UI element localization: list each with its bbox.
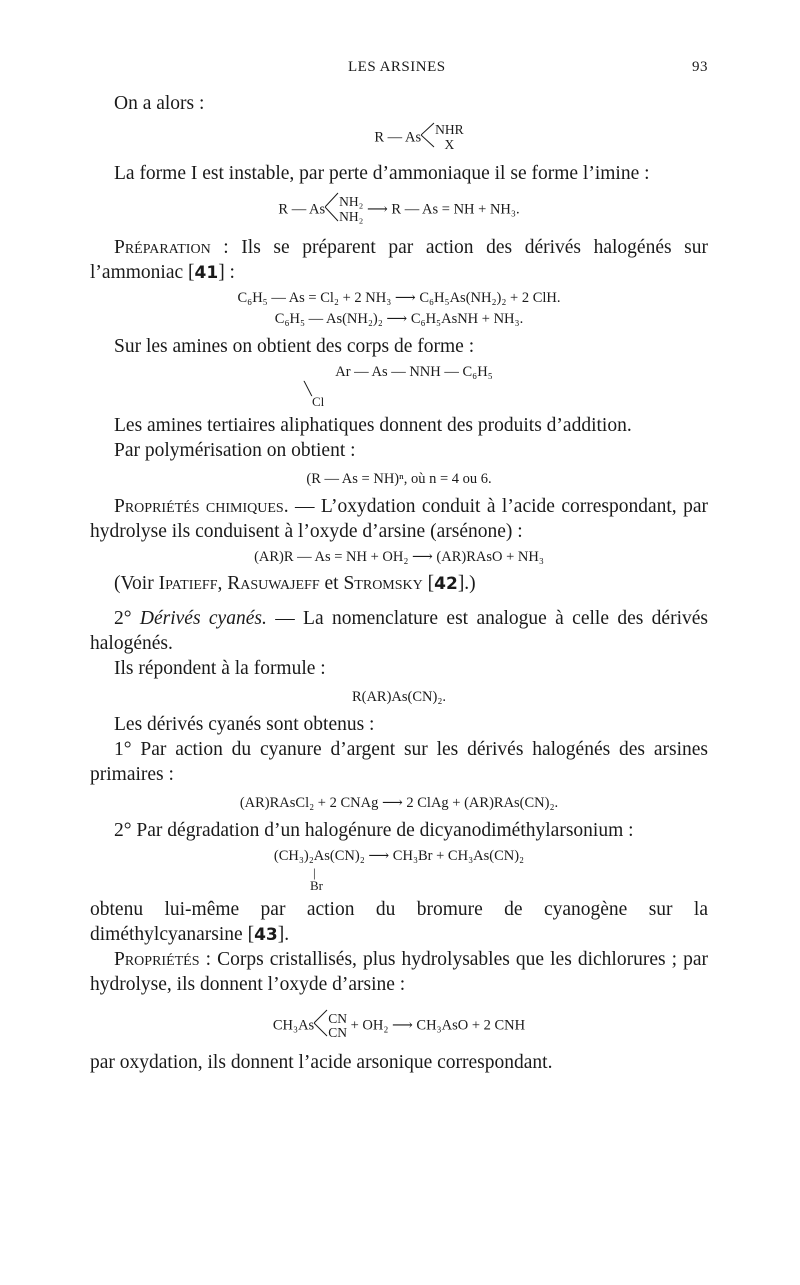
branch bbox=[328, 1012, 347, 1042]
paragraph-on-a-alors: On a alors : bbox=[114, 93, 205, 114]
heading-proprietes: Propriétés bbox=[114, 948, 200, 970]
paragraph-proprietes bbox=[90, 948, 708, 998]
paragraph-derives-cyanes bbox=[90, 607, 708, 657]
proprietes-text: : Corps cristallisés, plus hydrolysables que les dichlorures ; par hydrolyse, ils donnent l’oxyde d’arsine : bbox=[90, 948, 708, 995]
reference-43: 43 bbox=[254, 924, 278, 945]
section-number: 2° bbox=[114, 608, 140, 630]
sep: , bbox=[217, 573, 228, 595]
ref-bracket: [ bbox=[188, 261, 195, 283]
formula-dicyan: R(AR)As(CN)₂. bbox=[351, 689, 447, 706]
ref-bracket: ].) bbox=[457, 573, 476, 595]
formula-arsonium bbox=[90, 847, 708, 892]
formula-main: (CH₃)₂As(CN)₂ ⟶ CH₃Br + CH₃As(CN)₂ bbox=[273, 847, 525, 864]
paragraph-oxydation: par oxydation, ils donnent l’acide arsonique correspondant. bbox=[90, 1052, 553, 1074]
page-body bbox=[90, 92, 708, 1076]
formula-deamination: C₆H₅ — As(NH₂)₂ ⟶ C₆H₅AsNH + NH₃. bbox=[274, 311, 524, 328]
voir-prefix: (Voir bbox=[114, 573, 159, 595]
paragraph-method-2: 2° Par dégradation d’un halogénure de dicyanodiméthylarsonium : bbox=[114, 819, 634, 841]
formula-lower: X bbox=[444, 136, 455, 152]
formula-sub: Br bbox=[310, 877, 323, 893]
paragraph-obtenus: Les dérivés cyanés sont obtenus : bbox=[114, 714, 375, 736]
heading-preparation: Préparation bbox=[114, 236, 211, 258]
paragraph-obtenu bbox=[90, 898, 708, 948]
formula-left: CH₃As bbox=[272, 1017, 315, 1034]
formula-cyanure-argent: (AR)RAsCl₂ + 2 CNAg ⟶ 2 ClAg + (AR)RAs(CN)₂. bbox=[239, 795, 559, 811]
branch bbox=[339, 195, 363, 225]
formula-imine bbox=[90, 190, 708, 230]
author-ipatieff: Ipatieff bbox=[158, 573, 218, 595]
section-text: — La nomenclature est analogue à celle des dérivés halogénés. bbox=[90, 608, 708, 655]
formula-right: + OH₂ ⟶ CH₃AsO + 2 CNH bbox=[350, 1017, 526, 1034]
sep: et bbox=[319, 573, 344, 595]
formula-ammonolysis: C₆H₅ — As = Cl₂ + 2 NH₃ ⟶ C₆H₅As(NH₂)₂ + 2 ClH. bbox=[237, 289, 561, 306]
paragraph-method-1: 1° Par action du cyanure d’argent sur les dérivés halogénés des arsines primaires : bbox=[90, 739, 708, 786]
formula-upper: NH₂ bbox=[339, 193, 364, 209]
paragraph-preparation bbox=[90, 236, 708, 286]
ref-bracket: ]. bbox=[277, 923, 290, 945]
reference-41: 41 bbox=[194, 262, 219, 283]
ref-bracket: [ bbox=[247, 923, 255, 945]
paragraph-amines-tertiaires: Les amines tertiaires aliphatiques donnent des produits d’addition. bbox=[114, 414, 632, 436]
fork-symbol bbox=[421, 120, 435, 156]
author-rasuwajeff: Rasuwajeff bbox=[227, 573, 320, 595]
section-title-derives-cyanes: Dérivés cyanés. bbox=[139, 608, 267, 630]
formula-polymer: (R — As = NH)ⁿ, où n = 4 ou 6. bbox=[306, 470, 492, 487]
obtenu-text: obtenu lui-même par action du bromure de cyanogène sur la diméthylcyanarsine bbox=[90, 898, 708, 945]
paragraph-formule: Ils répondent à la formule : bbox=[114, 658, 326, 680]
formula-upper: CN bbox=[328, 1010, 347, 1026]
formula-left: R — As bbox=[374, 129, 422, 146]
fork-symbol bbox=[325, 190, 339, 230]
ref-bracket: ] : bbox=[218, 261, 235, 283]
fork-symbol bbox=[314, 1007, 328, 1045]
formula-sub: Cl bbox=[312, 393, 325, 409]
branch bbox=[435, 123, 464, 153]
formula-ch3as-hydrolysis bbox=[90, 1007, 708, 1045]
page-number: 93 bbox=[692, 59, 708, 75]
formula-lower: CN bbox=[328, 1025, 347, 1041]
formula-lower: NH₂ bbox=[339, 208, 364, 224]
formula-left: R — As bbox=[278, 201, 326, 217]
formula-hydrolysis: (AR)R — As = NH + OH₂ ⟶ (AR)RAsO + NH₃ bbox=[254, 548, 544, 565]
ref-bracket: [ bbox=[422, 573, 435, 595]
formula-nhr-x bbox=[130, 120, 708, 156]
formula-branch: ╲ Cl bbox=[304, 380, 325, 409]
paragraph-amines: Sur les amines on obtient des corps de forme : bbox=[114, 336, 475, 358]
formula-ar-as bbox=[90, 363, 708, 408]
formula-branch: | Br bbox=[310, 864, 323, 893]
formula-right: ⟶ R — As = NH + NH₃. bbox=[367, 201, 520, 217]
paragraph-polymerisation: Par polymérisation on obtient : bbox=[114, 439, 356, 461]
reference-42: 42 bbox=[434, 574, 458, 595]
formula-upper: NHR bbox=[435, 122, 464, 138]
formula-main: Ar — As — NNH — C₆H₅ bbox=[335, 364, 493, 381]
proprietes-text: — L’oxydation conduit à l’acide correspondant, par hydrolyse ils conduisent à l’oxyde d’arsine (arsénone) : bbox=[90, 495, 708, 542]
paragraph-proprietes-chimiques bbox=[90, 495, 708, 545]
paragraph-forme-instable: La forme I est instable, par perte d’ammoniaque il se forme l’imine : bbox=[114, 162, 650, 184]
preparation-text: : Ils se préparent par action des dérivés halogénés sur l’ammoniac bbox=[90, 236, 708, 283]
running-head: LES ARSINES bbox=[348, 59, 446, 75]
heading-proprietes-chimiques: Propriétés chimiques. bbox=[114, 495, 289, 517]
paragraph-voir bbox=[90, 572, 708, 597]
author-stromsky: Stromsky bbox=[343, 573, 423, 595]
